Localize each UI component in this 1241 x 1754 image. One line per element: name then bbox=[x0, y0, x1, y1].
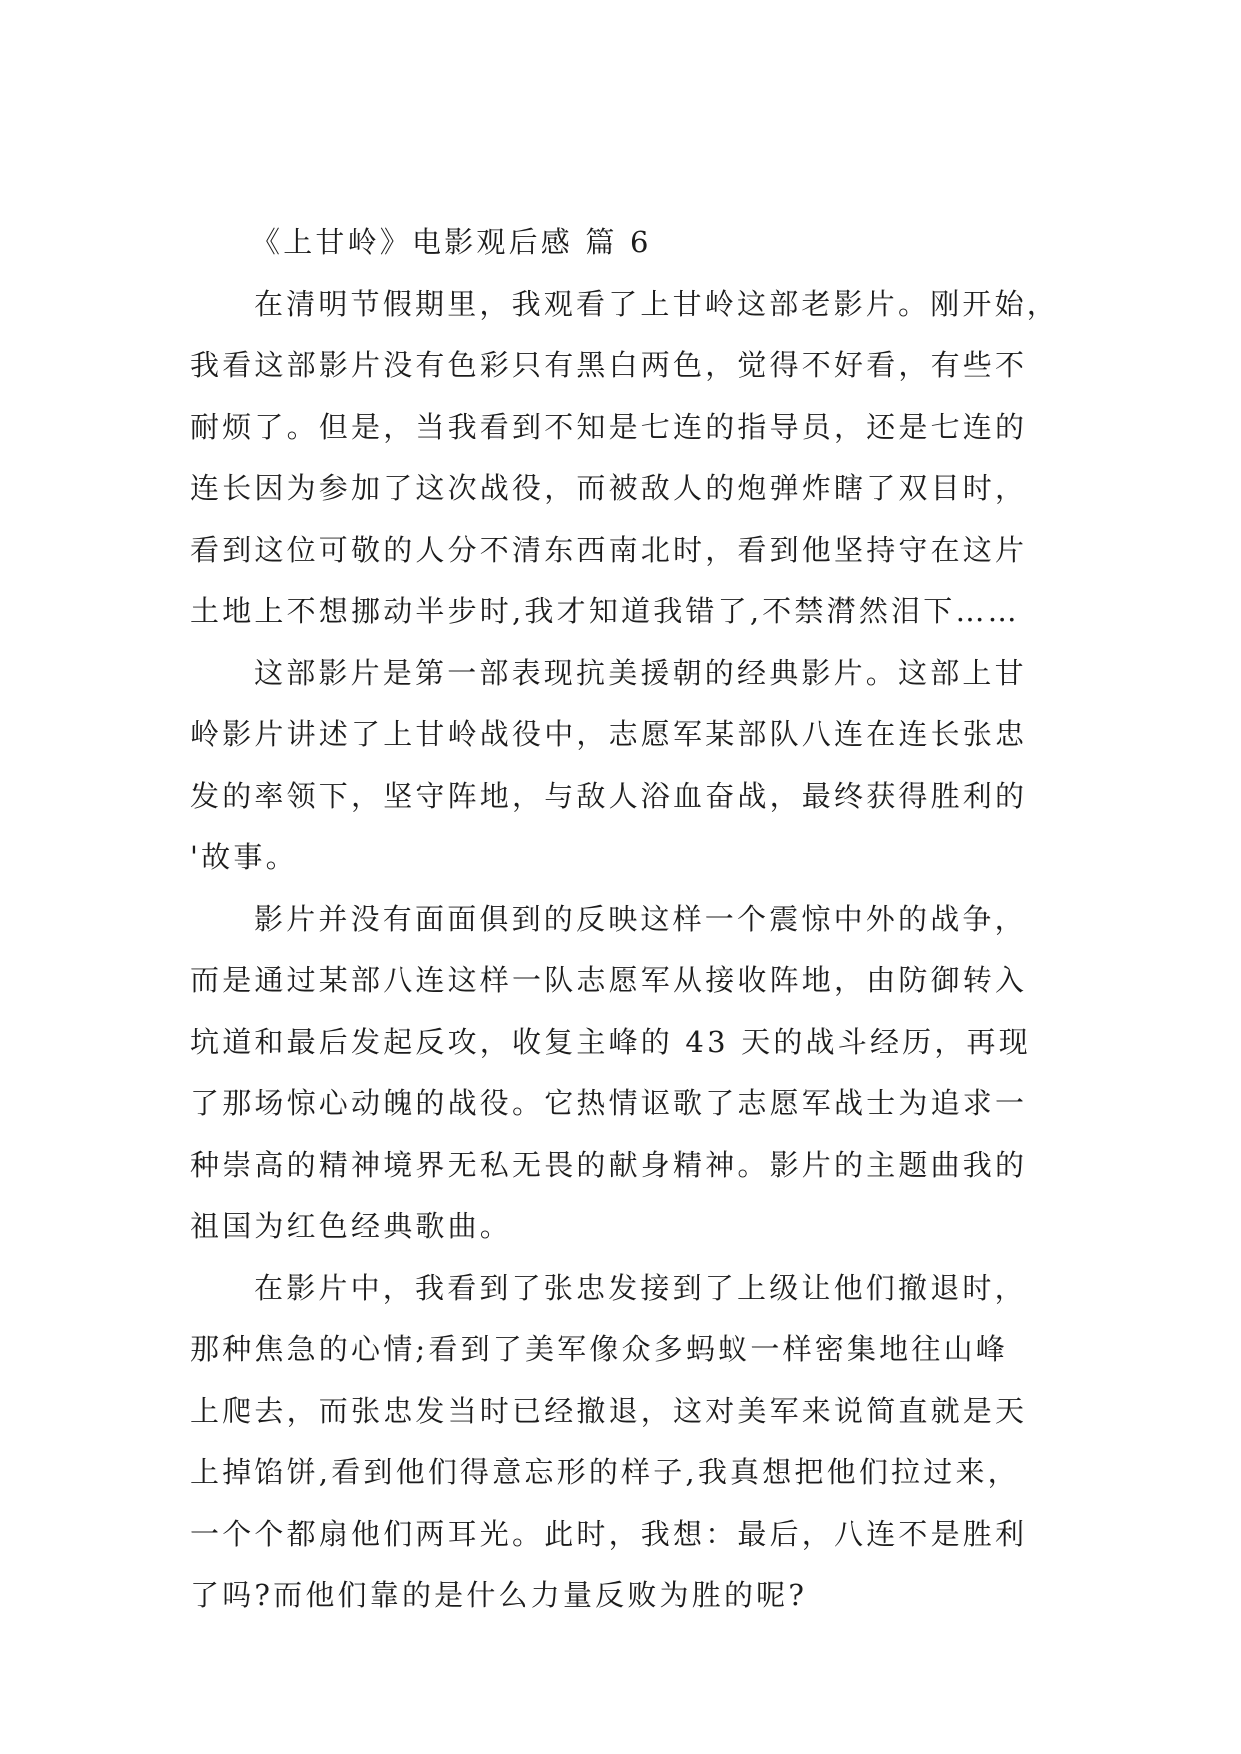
text-line: 那种焦急的心情;看到了美军像众多蚂蚁一样密集地往山峰 bbox=[190, 1332, 1008, 1366]
text-line: '故事。 bbox=[190, 840, 298, 874]
text-line: 我看这部影片没有色彩只有黑白两色，觉得不好看，有些不 bbox=[190, 348, 1028, 382]
paragraph bbox=[190, 889, 1050, 1258]
text-line: 而是通过某部八连这样一队志愿军从接收阵地，由防御转入 bbox=[190, 963, 1028, 997]
text-line: 祖国为红色经典歌曲。 bbox=[190, 1209, 513, 1243]
text-line: 发的率领下，坚守阵地，与敌人浴血奋战，最终获得胜利的 bbox=[190, 778, 1028, 813]
text-line: 上爬去，而张忠发当时已经撤退，这对美军来说简直就是天 bbox=[190, 1393, 1028, 1428]
text-line: 这部影片是第一部表现抗美援朝的经典影片。这部上甘 bbox=[254, 655, 1027, 690]
document-body bbox=[190, 212, 1060, 1627]
text-line: 看到这位可敬的人分不清东西南北时，看到他坚持守在这片 bbox=[190, 532, 1028, 567]
text-line: 土地上不想挪动半步时,我才知道我错了,不禁潸然泪下…… bbox=[190, 594, 1020, 628]
text-line: 连长因为参加了这次战役，而被敌人的炮弹炸瞎了双目时， bbox=[190, 471, 1028, 505]
text-line: 耐烦了。但是，当我看到不知是七连的指导员，还是七连的 bbox=[190, 409, 1028, 444]
text-line: 一个个都扇他们两耳光。此时，我想：最后，八连不是胜利 bbox=[190, 1516, 1028, 1551]
text-line: 上掉馅饼,看到他们得意忘形的样子,我真想把他们拉过来， bbox=[190, 1455, 1020, 1489]
text-line: 了吗?而他们靠的是什么力量反败为胜的呢? bbox=[190, 1578, 808, 1612]
text-line: 了那场惊心动魄的战役。它热情讴歌了志愿军战士为追求一 bbox=[190, 1086, 1028, 1120]
paragraph bbox=[190, 274, 1060, 643]
text-line: 种崇高的精神境界无私无畏的献身精神。影片的主题曲我的 bbox=[190, 1147, 1028, 1182]
text-line: 岭影片讲述了上甘岭战役中，志愿军某部队八连在连长张忠 bbox=[190, 717, 1028, 751]
text-line: 坑道和最后发起反攻，收复主峰的 43 天的战斗经历，再现 bbox=[190, 1024, 1031, 1059]
text-line: 在影片中，我看到了张忠发接到了上级让他们撤退时， bbox=[254, 1270, 1027, 1305]
text-line: 影片并没有面面俱到的反映这样一个震惊中外的战争， bbox=[254, 901, 1027, 936]
paragraph bbox=[190, 643, 1050, 889]
paragraph bbox=[190, 1258, 1050, 1627]
document-title: 《上甘岭》电影观后感 篇 6 bbox=[251, 225, 652, 259]
text-line: 在清明节假期里，我观看了上甘岭这部老影片。刚开始， bbox=[254, 286, 1060, 321]
